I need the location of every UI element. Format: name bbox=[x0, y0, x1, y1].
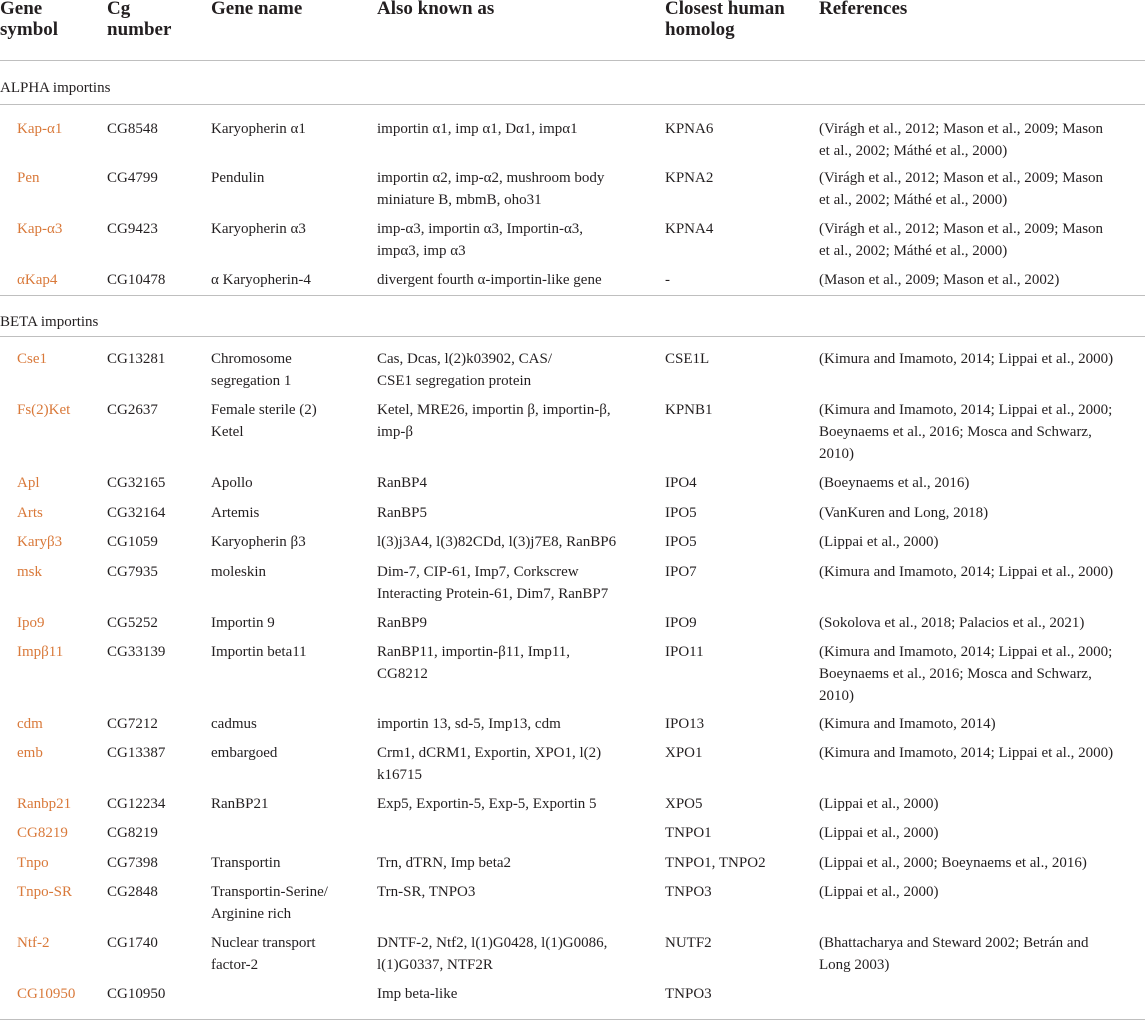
also-known-as-line: RanBP5 bbox=[377, 505, 428, 521]
gene-name-line: Importin 9 bbox=[211, 615, 275, 631]
table-bottom-border bbox=[0, 1019, 1145, 1020]
gene-name-line: Karyopherin β3 bbox=[211, 534, 306, 550]
references-line: (Lippai et al., 2000) bbox=[819, 884, 939, 900]
gene-name-cell bbox=[211, 713, 257, 735]
gene-symbol-cell[interactable]: αKap4 bbox=[17, 272, 58, 288]
human-homolog-cell: IPO4 bbox=[665, 475, 697, 491]
references-line: (Lippai et al., 2000) bbox=[819, 796, 939, 812]
gene-name-cell bbox=[211, 742, 277, 764]
also-known-as-cell bbox=[377, 983, 457, 1005]
also-known-as-line: miniature B, mbmB, oho31 bbox=[377, 192, 542, 208]
human-homolog-cell: KPNA2 bbox=[665, 170, 714, 186]
also-known-as-line: divergent fourth α-importin-like gene bbox=[377, 272, 602, 288]
header-gene-symbol bbox=[0, 0, 58, 40]
gene-name-line: Ketel bbox=[211, 424, 244, 440]
human-homolog-cell: IPO7 bbox=[665, 564, 697, 580]
references-cell bbox=[819, 502, 988, 524]
header-line: symbol bbox=[0, 19, 59, 40]
gene-symbol-cell[interactable]: Kap-α3 bbox=[17, 221, 63, 237]
header-line: number bbox=[107, 19, 172, 40]
human-homolog-cell: IPO9 bbox=[665, 615, 697, 631]
also-known-as-cell bbox=[377, 852, 511, 874]
also-known-as-cell bbox=[377, 118, 578, 140]
gene-symbol-cell[interactable]: Cse1 bbox=[17, 351, 47, 367]
gene-name-line: Karyopherin α3 bbox=[211, 221, 306, 237]
human-homolog-cell: KPNA6 bbox=[665, 121, 714, 137]
cg-number-cell: CG8548 bbox=[107, 121, 158, 137]
also-known-as-line: RanBP4 bbox=[377, 475, 428, 491]
gene-name-line: Apollo bbox=[211, 475, 253, 491]
cg-number-cell: CG5252 bbox=[107, 615, 158, 631]
also-known-as-line: Interacting Protein-61, Dim7, RanBP7 bbox=[377, 586, 609, 602]
gene-symbol-cell[interactable]: Ntf-2 bbox=[17, 935, 50, 951]
gene-name-line: segregation 1 bbox=[211, 373, 292, 389]
gene-name-cell bbox=[211, 612, 275, 634]
gene-name-line: Artemis bbox=[211, 505, 260, 521]
also-known-as-cell bbox=[377, 531, 616, 553]
gene-symbol-cell[interactable]: Tnpo bbox=[17, 855, 49, 871]
gene-symbol-cell[interactable]: Pen bbox=[17, 170, 40, 186]
references-line: 2010) bbox=[819, 688, 854, 704]
gene-symbol-cell[interactable]: CG10950 bbox=[17, 986, 76, 1002]
cg-number-cell: CG32164 bbox=[107, 505, 166, 521]
references-line: et al., 2002; Máthé et al., 2000) bbox=[819, 143, 1008, 159]
also-known-as-line: DNTF-2, Ntf2, l(1)G0428, l(1)G0086, bbox=[377, 935, 608, 951]
gene-name-line: moleskin bbox=[211, 564, 266, 580]
section-label-alpha: ALPHA importins bbox=[0, 80, 111, 96]
references-line: et al., 2002; Máthé et al., 2000) bbox=[819, 243, 1008, 259]
also-known-as-line: Trn-SR, TNPO3 bbox=[377, 884, 476, 900]
references-line: (Kimura and Imamoto, 2014; Lippai et al., 2000; bbox=[819, 402, 1113, 418]
header-also-known-as bbox=[377, 0, 494, 19]
gene-symbol-cell[interactable]: Ranbp21 bbox=[17, 796, 72, 812]
gene-symbol-cell[interactable]: Kap-α1 bbox=[17, 121, 63, 137]
gene-name-cell bbox=[211, 793, 269, 815]
also-known-as-cell bbox=[377, 399, 611, 443]
gene-name-cell bbox=[211, 269, 311, 291]
also-known-as-cell bbox=[377, 269, 602, 291]
header-line: Also known as bbox=[377, 0, 495, 19]
cg-number-cell: CG4799 bbox=[107, 170, 158, 186]
gene-symbol-cell[interactable]: Ipo9 bbox=[17, 615, 45, 631]
human-homolog-cell: CSE1L bbox=[665, 351, 710, 367]
gene-symbol-cell[interactable]: cdm bbox=[17, 716, 43, 732]
references-line: (Lippai et al., 2000; Boeynaems et al., 2016) bbox=[819, 855, 1087, 871]
also-known-as-line: importin α2, imp-α2, mushroom body bbox=[377, 170, 605, 186]
gene-name-line: RanBP21 bbox=[211, 796, 269, 812]
header-line: homolog bbox=[665, 19, 735, 40]
references-cell bbox=[819, 218, 1103, 262]
also-known-as-line: Trn, dTRN, Imp beta2 bbox=[377, 855, 512, 871]
human-homolog-cell: TNPO1, TNPO2 bbox=[665, 855, 766, 871]
references-cell bbox=[819, 167, 1103, 211]
gene-name-cell bbox=[211, 531, 306, 553]
cg-number-cell: CG7398 bbox=[107, 855, 158, 871]
gene-name-line: Transportin bbox=[211, 855, 281, 871]
also-known-as-line: impα3, imp α3 bbox=[377, 243, 466, 259]
cg-number-cell: CG13387 bbox=[107, 745, 166, 761]
also-known-as-cell bbox=[377, 612, 427, 634]
references-line: (Lippai et al., 2000) bbox=[819, 825, 939, 841]
references-line: (Lippai et al., 2000) bbox=[819, 534, 939, 550]
gene-name-cell bbox=[211, 561, 266, 583]
header-line: Gene bbox=[0, 0, 43, 19]
gene-name-cell bbox=[211, 118, 306, 140]
gene-symbol-cell[interactable]: Impβ11 bbox=[17, 644, 64, 660]
also-known-as-cell bbox=[377, 218, 583, 262]
cg-number-cell: CG7212 bbox=[107, 716, 158, 732]
gene-name-cell bbox=[211, 881, 328, 925]
gene-name-cell bbox=[211, 167, 264, 189]
references-cell bbox=[819, 531, 939, 553]
references-line: (Kimura and Imamoto, 2014; Lippai et al., 2000) bbox=[819, 564, 1114, 580]
table-header bbox=[0, 0, 1145, 61]
also-known-as-line: Cas, Dcas, l(2)k03902, CAS/ bbox=[377, 351, 552, 367]
cg-number-cell: CG1740 bbox=[107, 935, 158, 951]
gene-name-line: embargoed bbox=[211, 745, 278, 761]
cg-number-cell: CG10950 bbox=[107, 986, 166, 1002]
cg-number-cell: CG13281 bbox=[107, 351, 166, 367]
also-known-as-line: CG8212 bbox=[377, 666, 428, 682]
references-cell bbox=[819, 612, 1084, 634]
references-line: (Kimura and Imamoto, 2014; Lippai et al., 2000) bbox=[819, 351, 1114, 367]
also-known-as-line: l(1)G0337, NTF2R bbox=[377, 957, 493, 973]
human-homolog-cell: KPNA4 bbox=[665, 221, 714, 237]
also-known-as-line: CSE1 segregation protein bbox=[377, 373, 532, 389]
cg-number-cell: CG2848 bbox=[107, 884, 158, 900]
also-known-as-cell bbox=[377, 502, 427, 524]
references-cell bbox=[819, 822, 939, 844]
references-line: (Boeynaems et al., 2016) bbox=[819, 475, 970, 491]
also-known-as-line: Exp5, Exportin-5, Exp-5, Exportin 5 bbox=[377, 796, 597, 812]
references-line: (Mason et al., 2009; Mason et al., 2002) bbox=[819, 272, 1060, 288]
also-known-as-line: Crm1, dCRM1, Exportin, XPO1, l(2) bbox=[377, 745, 602, 761]
also-known-as-line: imp-α3, importin α3, Importin-α3, bbox=[377, 221, 584, 237]
header-line: Gene name bbox=[211, 0, 303, 19]
header-gene-name bbox=[211, 0, 302, 19]
also-known-as-line: importin α1, imp α1, Dα1, impα1 bbox=[377, 121, 578, 137]
gene-symbol-cell[interactable]: emb bbox=[17, 745, 43, 761]
also-known-as-line: l(3)j3A4, l(3)82CDd, l(3)j7E8, RanBP6 bbox=[377, 534, 617, 550]
section-divider bbox=[0, 336, 1145, 337]
gene-symbol-cell[interactable]: Apl bbox=[17, 475, 40, 491]
gene-name-line: Nuclear transport bbox=[211, 935, 316, 951]
gene-name-cell bbox=[211, 852, 280, 874]
references-cell bbox=[819, 348, 1113, 370]
gene-name-cell bbox=[211, 641, 307, 663]
human-homolog-cell: NUTF2 bbox=[665, 935, 712, 951]
references-cell bbox=[819, 641, 1112, 707]
gene-symbol-cell[interactable]: msk bbox=[17, 564, 43, 580]
references-cell bbox=[819, 932, 1089, 976]
gene-name-line: Karyopherin α1 bbox=[211, 121, 306, 137]
human-homolog-cell: IPO5 bbox=[665, 534, 697, 550]
references-line: (Kimura and Imamoto, 2014) bbox=[819, 716, 996, 732]
gene-name-cell bbox=[211, 472, 253, 494]
references-line: et al., 2002; Máthé et al., 2000) bbox=[819, 192, 1008, 208]
cg-number-cell: CG33139 bbox=[107, 644, 166, 660]
header-cg-number bbox=[107, 0, 171, 40]
also-known-as-line: RanBP11, importin-β11, Imp11, bbox=[377, 644, 571, 660]
also-known-as-cell bbox=[377, 742, 601, 786]
cg-number-cell: CG12234 bbox=[107, 796, 166, 812]
human-homolog-cell: IPO5 bbox=[665, 505, 697, 521]
references-line: (Virágh et al., 2012; Mason et al., 2009; Mason bbox=[819, 121, 1104, 137]
cg-number-cell: CG9423 bbox=[107, 221, 158, 237]
gene-name-line: Pendulin bbox=[211, 170, 265, 186]
header-line: Cg bbox=[107, 0, 131, 19]
also-known-as-line: RanBP9 bbox=[377, 615, 428, 631]
header-references bbox=[819, 0, 907, 19]
also-known-as-cell bbox=[377, 641, 570, 685]
gene-name-cell bbox=[211, 932, 316, 976]
human-homolog-cell: IPO13 bbox=[665, 716, 705, 732]
references-line: Boeynaems et al., 2016; Mosca and Schwarz, bbox=[819, 666, 1092, 682]
references-cell bbox=[819, 852, 1087, 874]
references-cell bbox=[819, 742, 1113, 764]
cg-number-cell: CG32165 bbox=[107, 475, 166, 491]
references-cell bbox=[819, 472, 969, 494]
gene-name-line: Female sterile (2) bbox=[211, 402, 317, 418]
also-known-as-cell bbox=[377, 881, 475, 903]
references-line: Boeynaems et al., 2016; Mosca and Schwarz, bbox=[819, 424, 1092, 440]
also-known-as-cell bbox=[377, 472, 427, 494]
also-known-as-line: Ketel, MRE26, importin β, importin-β, bbox=[377, 402, 611, 418]
human-homolog-cell: TNPO3 bbox=[665, 884, 712, 900]
human-homolog-cell: XPO1 bbox=[665, 745, 703, 761]
references-line: (Virágh et al., 2012; Mason et al., 2009; Mason bbox=[819, 170, 1104, 186]
human-homolog-cell: XPO5 bbox=[665, 796, 703, 812]
also-known-as-line: Dim-7, CIP-61, Imp7, Corkscrew bbox=[377, 564, 579, 580]
cg-number-cell: CG2637 bbox=[107, 402, 158, 418]
references-line: (Kimura and Imamoto, 2014; Lippai et al., 2000; bbox=[819, 644, 1113, 660]
gene-name-line: factor-2 bbox=[211, 957, 259, 973]
gene-symbol-cell[interactable]: Arts bbox=[17, 505, 43, 521]
gene-name-line: Arginine rich bbox=[211, 906, 292, 922]
gene-name-cell bbox=[211, 502, 259, 524]
gene-symbol-cell[interactable]: Tnpo-SR bbox=[17, 884, 73, 900]
gene-name-line: Chromosome bbox=[211, 351, 292, 367]
gene-name-line: Importin beta11 bbox=[211, 644, 307, 660]
gene-symbol-cell[interactable]: CG8219 bbox=[17, 825, 68, 841]
cg-number-cell: CG10478 bbox=[107, 272, 166, 288]
also-known-as-line: importin 13, sd-5, Imp13, cdm bbox=[377, 716, 561, 732]
references-cell bbox=[819, 713, 996, 735]
references-cell bbox=[819, 269, 1059, 291]
references-cell bbox=[819, 561, 1113, 583]
header-closest-human-homolog bbox=[665, 0, 785, 40]
cg-number-cell: CG8219 bbox=[107, 825, 158, 841]
references-line: Long 2003) bbox=[819, 957, 890, 973]
references-cell bbox=[819, 881, 939, 903]
gene-symbol-cell[interactable]: Fs(2)Ket bbox=[17, 402, 71, 418]
gene-name-cell bbox=[211, 399, 317, 443]
also-known-as-cell bbox=[377, 348, 552, 392]
references-line: 2010) bbox=[819, 446, 854, 462]
references-cell bbox=[819, 118, 1103, 162]
also-known-as-cell bbox=[377, 561, 608, 605]
section-divider bbox=[0, 104, 1145, 105]
gene-name-cell bbox=[211, 218, 306, 240]
also-known-as-line: Imp beta-like bbox=[377, 986, 458, 1002]
references-line: (Kimura and Imamoto, 2014; Lippai et al., 2000) bbox=[819, 745, 1114, 761]
references-cell bbox=[819, 793, 939, 815]
also-known-as-cell bbox=[377, 713, 561, 735]
cg-number-cell: CG1059 bbox=[107, 534, 158, 550]
cg-number-cell: CG7935 bbox=[107, 564, 158, 580]
gene-symbol-cell[interactable]: Karyβ3 bbox=[17, 534, 63, 550]
references-line: (Sokolova et al., 2018; Palacios et al., 2021) bbox=[819, 615, 1085, 631]
gene-name-line: Transportin-Serine/ bbox=[211, 884, 328, 900]
header-line: Closest human bbox=[665, 0, 785, 19]
gene-name-line: cadmus bbox=[211, 716, 257, 732]
header-line: References bbox=[819, 0, 908, 19]
human-homolog-cell: TNPO1 bbox=[665, 825, 712, 841]
human-homolog-cell: - bbox=[665, 272, 670, 288]
human-homolog-cell: IPO11 bbox=[665, 644, 704, 660]
also-known-as-cell bbox=[377, 793, 597, 815]
gene-name-cell bbox=[211, 348, 292, 392]
human-homolog-cell: KPNB1 bbox=[665, 402, 713, 418]
references-line: (VanKuren and Long, 2018) bbox=[819, 505, 989, 521]
human-homolog-cell: TNPO3 bbox=[665, 986, 712, 1002]
references-line: (Virágh et al., 2012; Mason et al., 2009; Mason bbox=[819, 221, 1104, 237]
gene-name-line: α Karyopherin-4 bbox=[211, 272, 311, 288]
section-label-beta: BETA importins bbox=[0, 314, 99, 330]
also-known-as-line: k16715 bbox=[377, 767, 422, 783]
also-known-as-line: imp-β bbox=[377, 424, 413, 440]
section-divider bbox=[0, 295, 1145, 296]
also-known-as-cell bbox=[377, 932, 607, 976]
references-cell bbox=[819, 399, 1112, 465]
references-line: (Bhattacharya and Steward 2002; Betrán and bbox=[819, 935, 1089, 951]
also-known-as-cell bbox=[377, 167, 604, 211]
